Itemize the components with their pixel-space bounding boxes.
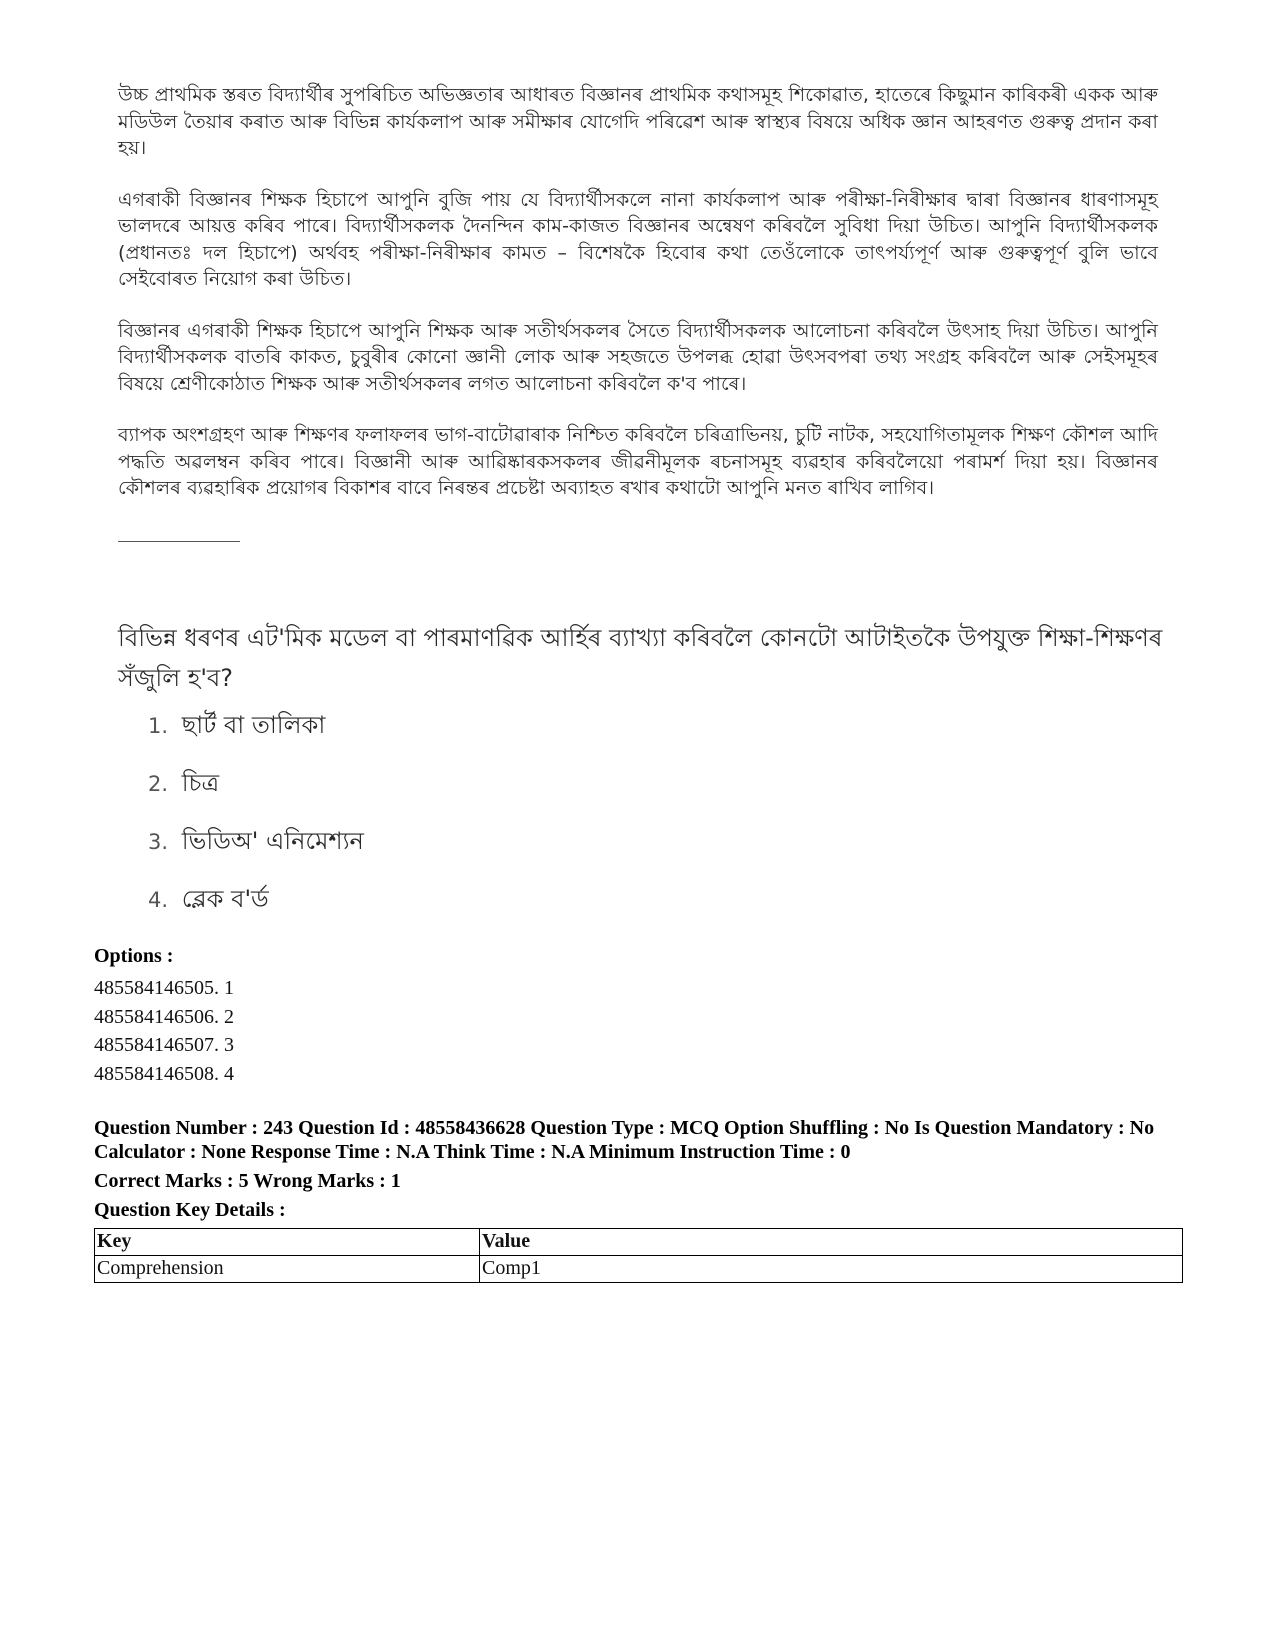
choice-number: 4. bbox=[148, 888, 169, 912]
key-details-table bbox=[94, 1228, 1183, 1283]
option-id: 485584146508. 4 bbox=[94, 1062, 234, 1085]
table-header-row bbox=[95, 1229, 1183, 1256]
choice-text: ছাৰ্ট বা তালিকা bbox=[181, 711, 326, 739]
key-details-label: Question Key Details : bbox=[94, 1199, 286, 1221]
options-label: Options : bbox=[94, 945, 174, 967]
choice-text: ব্লেক ব'ৰ্ড bbox=[181, 885, 269, 913]
choice-item bbox=[148, 821, 364, 879]
choice-item bbox=[148, 763, 364, 821]
passage-paragraph: ব্যাপক অংশগ্ৰহণ আৰু শিক্ষণৰ ফলাফলৰ ভাগ-বাটোৱাৰাক নিশ্চিত কৰিবলৈ চৰিত্ৰাভিনয়, চুটি নাটক, সহযোগিতামূলক শিক্ষণ কৌশল আদি পদ্ধতি অৱলম্বন কৰিব পাৰে। বিজ্ঞানী আৰু আৱিষ্কাৰকসকলৰ জীৱনীমূলক ৰচনাসমূহ ব্যৱহাৰ কৰিবলৈয়ো পৰামৰ্শ দিয়া হয়। বিজ্ঞানৰ কৌশলৰ ব্যৱহাৰিক প্ৰয়োগৰ বিকাশৰ বাবে নিৰন্তৰ প্ৰচেষ্টা অব্যাহত ৰখাৰ কথাটো আপুনি মনত ৰাখিব লাগিব। bbox=[118, 424, 1158, 499]
comprehension-passage bbox=[118, 82, 1158, 527]
choice-item bbox=[148, 879, 364, 937]
header-value: Value bbox=[480, 1229, 1183, 1256]
footnote-divider bbox=[118, 541, 240, 542]
header-key: Key bbox=[95, 1229, 480, 1256]
option-id-list bbox=[94, 974, 234, 1088]
passage-paragraph: এগৰাকী বিজ্ঞানৰ শিক্ষক হিচাপে আপুনি বুজি পায় যে বিদ্যাৰ্থীসকলে নানা কাৰ্যকলাপ আৰু পৰীক্ষা-নিৰীক্ষাৰ দ্বাৰা বিজ্ঞানৰ ধাৰণাসমূহ ভালদৰে আয়ত্ত কৰিব পাৰে। বিদ্যাৰ্থীসকলক দৈনন্দিন কাম-কাজত বিজ্ঞানৰ অন্বেষণ কৰিবলৈ সুবিধা দিয়া উচিত। আপুনি বিদ্যাৰ্থীসকলক (প্ৰধানতঃ দল হিচাপে) অৰ্থবহ পৰীক্ষা-নিৰীক্ষাৰ কামত – বিশেষকৈ হিবোৰ কথা তেওঁলোকে তাৎপৰ্য্যপূৰ্ণ আৰু গুৰুত্বপূৰ্ণ বুলি ভাবে সেইবোৰত নিয়োগ কৰা উচিত। bbox=[118, 188, 1158, 290]
passage-paragraph: বিজ্ঞানৰ এগৰাকী শিক্ষক হিচাপে আপুনি শিক্ষক আৰু সতীৰ্থসকলৰ সৈতে বিদ্যাৰ্থীসকলক আলোচনা কৰিবলৈ উৎসাহ দিয়া উচিত। আপুনি বিদ্যাৰ্থীসকলক বাতৰি কাকত, চুবুৰীৰ কোনো জ্ঞানী লোক আৰু সহজতে উপলব্ধ হোৱা উৎসবপৰা তথ্য সংগ্ৰহ কৰিবলৈ আৰু সেইসমূহৰ বিষয়ে শ্ৰেণীকোঠাত শিক্ষক আৰু সতীৰ্থসকলৰ লগত আলোচনা কৰিবলৈ ক'ব পাৰে। bbox=[118, 319, 1158, 395]
option-id: 485584146505. 1 bbox=[94, 977, 234, 999]
cell-value: Comp1 bbox=[480, 1256, 1183, 1283]
cell-key: Comprehension bbox=[95, 1256, 480, 1283]
choice-text: ভিডিঅ' এনিমেশ্যন bbox=[181, 827, 364, 855]
choice-number: 3. bbox=[148, 830, 169, 854]
table-row bbox=[95, 1256, 1183, 1283]
choice-item bbox=[148, 705, 364, 763]
passage-paragraph: উচ্চ প্ৰাথমিক স্তৰত বিদ্যাৰ্থীৰ সুপৰিচিত অভিজ্ঞতাৰ আধাৰত বিজ্ঞানৰ প্ৰাথমিক কথাসমূহ শিকোৱাত, হাতেৰে কিছুমান কাৰিকৰী একক আৰু মডিউল তৈয়াৰ কৰাত আৰু বিভিন্ন কাৰ্যকলাপ আৰু সমীক্ষাৰ যোগেদি পৰিৱেশ আৰু স্বাস্থ্যৰ বিষয়ে অধিক জ্ঞান আহৰণত গুৰুত্ব প্ৰদান কৰা হয়। bbox=[118, 84, 1158, 159]
choice-text: চিত্ৰ bbox=[181, 769, 220, 797]
answer-choices bbox=[148, 705, 364, 937]
choice-number: 1. bbox=[148, 714, 169, 738]
question-metadata: Question Number : 243 Question Id : 48558436628 Question Type : MCQ Option Shuffling : No Is Question Mandatory : No Calculator : None Response Time : N.A Think Time : N.A Minimum Instruction Time : 0 bbox=[94, 1117, 1155, 1163]
marks-info: Correct Marks : 5 Wrong Marks : 1 bbox=[94, 1170, 401, 1192]
option-id: 485584146507. 3 bbox=[94, 1034, 234, 1057]
question-text: বিভিন্ন ধৰণৰ এট'মিক মডেল বা পাৰমাণৱিক আৰ্হিৰ ব্যাখ্যা কৰিবলৈ কোনটো আটাইতকৈ উপযুক্ত শিক্ষা-শিক্ষণৰ সঁজুলি হ'ব? bbox=[118, 624, 1163, 692]
choice-number: 2. bbox=[148, 772, 169, 796]
option-id: 485584146506. 2 bbox=[94, 1005, 234, 1028]
